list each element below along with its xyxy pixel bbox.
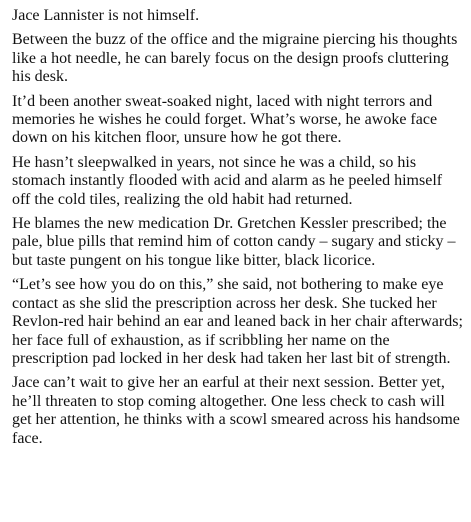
paragraph-3: It’d been another sweat-soaked night, laced with night terrors and memories he wishes he could forget. What’s worse, he awoke face down on his kitchen floor, unsure how he got there. <box>12 92 438 147</box>
paragraph-4: He hasn’t sleepwalked in years, not since he was a child, so his stomach instantly flooded with acid and alarm as he peeled himself off the cold tiles, realizing the old habit had returned. <box>12 153 443 208</box>
paragraph-5: He blames the new medication Dr. Gretchen Kessler prescribed; the pale, blue pills that remind him of cotton candy – sugary and sticky – but taste pungent on his tongue like bitter, black licorice. <box>12 215 456 269</box>
paragraph-7: Jace can’t wait to give her an earful at their next session. Better yet, he’ll threaten to stop coming altogether. One less check to cash will get her attention, he thinks with a scowl smeared across his handsome face. <box>12 374 460 447</box>
paragraph-2: Between the buzz of the office and the migraine piercing his thoughts like a hot needle, he can barely focus on the design proofs cluttering his desk. <box>12 31 458 86</box>
paragraph-6: “Let’s see how you do on this,” she said, not bothering to make eye contact as she slid the prescription across her desk. She tucked her Revlon-red hair behind an ear and leaned back in her chair afterwards; her face full of exhaustion, as if scribbling her name on the prescription pad locked in her desk had taken her last bit of strength. <box>12 276 463 367</box>
paragraph-1: Jace Lannister is not himself. <box>12 7 200 24</box>
document-page <box>12 7 464 454</box>
